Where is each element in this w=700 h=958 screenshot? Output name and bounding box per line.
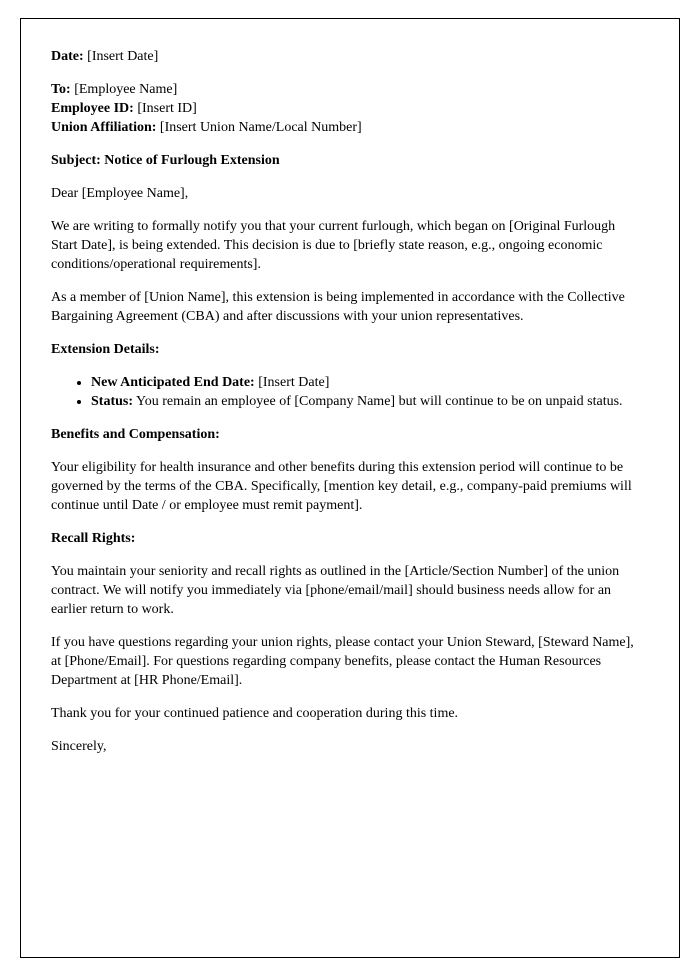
bullet-status-value: You remain an employee of [Company Name] but will continue to be on unpaid status. <box>136 394 623 409</box>
paragraph-benefits: Your eligibility for health insurance and other benefits during this extension period will continue to be governed by the terms of the CBA. Specifically, [mention key detail, e.g., company-paid premiums will continue until Date / or employee must remit payment]. <box>51 460 632 513</box>
bullet-end-date <box>91 373 645 392</box>
to-label: To: <box>51 82 71 97</box>
to-value: [Employee Name] <box>74 82 178 97</box>
union-affiliation-value: [Insert Union Name/Local Number] <box>159 120 362 135</box>
recipient-block <box>51 80 645 137</box>
paragraph-opening: We are writing to formally notify you that your current furlough, which began on [Original Furlough Start Date], is being extended. This decision is due to [briefly state reason, e.g., ongoing economic conditions/operational requirements]. <box>51 219 616 272</box>
heading-recall-rights: Recall Rights: <box>51 531 136 546</box>
date-label: Date: <box>51 49 84 64</box>
bullet-status <box>91 392 645 411</box>
union-affiliation-line <box>51 118 645 137</box>
closing: Sincerely, <box>51 739 107 754</box>
union-affiliation-label: Union Affiliation: <box>51 120 157 135</box>
bullet-end-date-value: [Insert Date] <box>258 375 330 390</box>
extension-details-list <box>51 373 645 411</box>
heading-extension-details: Extension Details: <box>51 342 160 357</box>
letter-document <box>20 18 680 958</box>
paragraph-recall: You maintain your seniority and recall rights as outlined in the [Article/Section Number] of the union contract. We will notify you immediately via [phone/email/mail] should business needs allow for an earlier return to work. <box>51 564 620 617</box>
to-line <box>51 80 645 99</box>
salutation: Dear [Employee Name], <box>51 186 189 201</box>
paragraph-thanks: Thank you for your continued patience and cooperation during this time. <box>51 706 459 721</box>
subject-line: Subject: Notice of Furlough Extension <box>51 153 280 168</box>
employee-id-value: [Insert ID] <box>137 101 197 116</box>
bullet-end-date-label: New Anticipated End Date: <box>91 375 255 390</box>
paragraph-questions: If you have questions regarding your union rights, please contact your Union Steward, [Steward Name], at [Phone/Email]. For questions regarding company benefits, please contact the Human Resources Department at [HR Phone/Email]. <box>51 635 634 688</box>
bullet-status-label: Status: <box>91 394 134 409</box>
employee-id-label: Employee ID: <box>51 101 134 116</box>
date-value: [Insert Date] <box>87 49 159 64</box>
paragraph-union: As a member of [Union Name], this extension is being implemented in accordance with the Collective Bargaining Agreement (CBA) and after discussions with your union representatives. <box>51 290 625 324</box>
date-line <box>51 47 645 66</box>
heading-benefits: Benefits and Compensation: <box>51 427 220 442</box>
employee-id-line <box>51 99 645 118</box>
